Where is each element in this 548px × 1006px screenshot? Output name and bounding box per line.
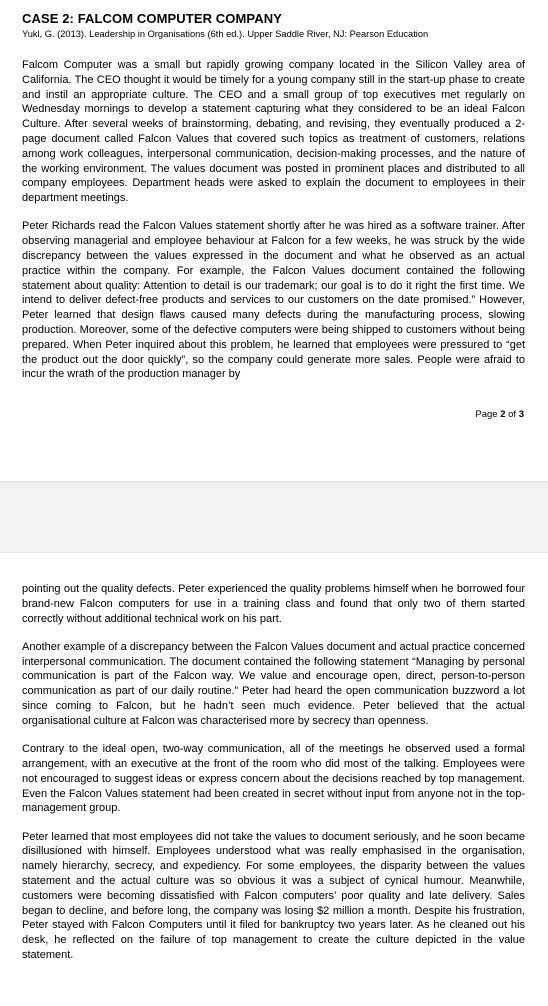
page-content bbox=[22, 11, 525, 396]
paragraph-meetings: Contrary to the ideal open, two-way communication, all of the meetings he observed used a formal arrangement, with an executive at the front of the room who did most of the talking. Employees were not encouraged to suggest ideas or express concern about the decisions reached by top management. Even the Falcon Values statement had been created in secret without input from anyone not in the top-management group. bbox=[22, 743, 525, 815]
page-content bbox=[22, 582, 525, 976]
page-separator bbox=[0, 481, 548, 553]
paragraph-peter-richards: Peter Richards read the Falcon Values statement shortly after he was hired as a software trainer. After observing managerial and employee behaviour at Falcon for a few weeks, he was struck by the wide discrepancy between the values expressed in the document and what he observed as an actual practice within the company. For example, the Falcon Values document contained the following statement about quality: Attention to detail is our trademark; our goal is to do it right the first time. We intend to deliver defect-free products and services to our customers on the date promised.” However, Peter learned that design flaws caused many defects during the manufacturing process, slowing production. Moreover, some of the defective computers were being shipped to customers without being prepared. When Peter inquired about this problem, he learned that employees were pressured to “get the product out the door quickly”, so the company could generate more sales. People were afraid to incur the wrath of the production manager by bbox=[22, 220, 525, 381]
citation: Yukl, G. (2013). Leadership in Organisations (6th ed.). Upper Saddle River, NJ: Pearson Education bbox=[22, 29, 429, 39]
paragraph-communication-discrepancy: Another example of a discrepancy between the Falcon Values document and actual practice concerned interpersonal communication. The document contained the following statement “Managing by personal communication is part of the Falcon way. We value and encourage open, direct, person-to-person communication as part of our daily routine.” Peter had heard the open communication buzzword a lot since coming to Falcon, but he hadn’t seen much evidence. Peter believed that the actual organisational culture at Falcon was characterised more by secrecy than openness. bbox=[22, 640, 525, 727]
document-page-2 bbox=[0, 0, 548, 481]
paragraph-quality-defects: pointing out the quality defects. Peter experienced the quality problems himself when he borrowed four brand-new Falcon computers for use in a training class and found that only two of them started correctly without additional technical work on his part. bbox=[22, 583, 525, 625]
page-separator-shadow bbox=[0, 482, 548, 492]
page-number-label: Page bbox=[475, 409, 498, 420]
page-number-total: 3 bbox=[518, 409, 524, 420]
paragraph-disillusionment: Peter learned that most employees did not take the values to document seriously, and he soon became disillusioned with himself. Employees understood what was really emphasised in the organisation, namely hierarchy, secrecy, and expediency. For some employees, the disparity between the values statement and the actual culture was so obvious it was a subject of cynical humour. Meanwhile, customers were becoming dissatisfied with Falcon computers’ poor quality and late delivery. Sales began to decline, and before long, the company was losing $2 million a month. Despite his frustration, Peter stayed with Falcon Computers until it filed for bankruptcy two years later. As he cleaned out his desk, he reflected on the failure of top management to create the culture depicted in the value statement. bbox=[22, 830, 525, 962]
document-page-3 bbox=[0, 553, 548, 1006]
case-title: CASE 2: FALCOM COMPUTER COMPANY bbox=[22, 11, 282, 26]
page-number bbox=[475, 409, 524, 421]
page-number-current: 2 bbox=[500, 409, 506, 420]
page-number-of: of bbox=[508, 409, 517, 420]
paragraph-company-background: Falcom Computer was a small but rapidly growing company located in the Silicon Valley area of California. The CEO thought it would be timely for a young company still in the start-up phase to create and instil an appropriate culture. The CEO and a small group of top executives met regularly on Wednesday mornings to develop a statement capturing what they considered to be an ideal Falcon Culture. After several weeks of brainstorming, debating, and revising, they eventually produced a 2-page document called Falcon Values that covered such topics as treatment of customers, relations among work colleagues, interpersonal communication, decision-making processes, and the nature of the working environment. The values document was posted in prominent places and distributed to all company employees. Department heads were asked to explain the document to employees in their department meetings. bbox=[22, 59, 525, 205]
